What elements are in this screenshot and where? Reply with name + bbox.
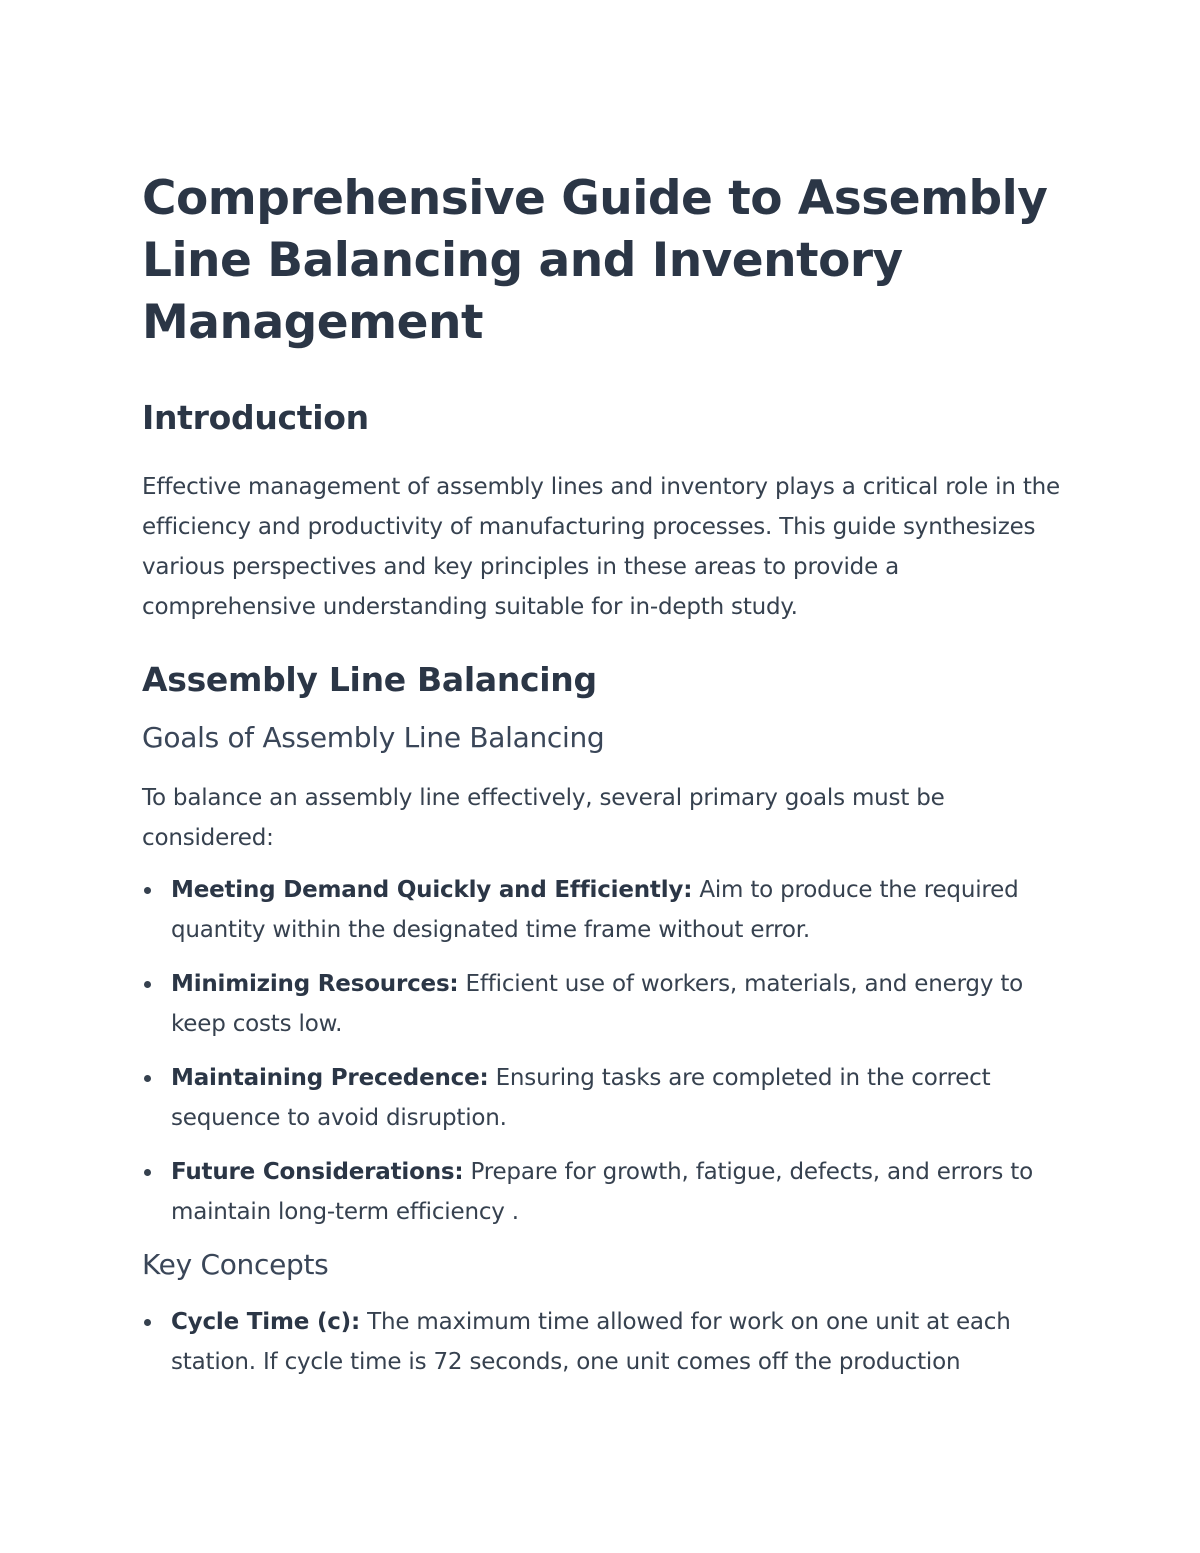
list-item-text: Ensuring tasks are completed in the correct sequence to avoid disruption.: [171, 1065, 991, 1131]
concepts-list: [142, 1302, 1062, 1382]
concepts-heading: Key Concepts: [142, 1248, 329, 1281]
bullet-icon: [144, 887, 151, 894]
list-item-term: Maintaining Precedence:: [171, 1065, 489, 1091]
list-item: [142, 1058, 1062, 1138]
list-item-term: Minimizing Resources:: [171, 971, 459, 997]
list-item: [142, 1152, 1062, 1232]
list-item-term: Cycle Time (c):: [171, 1309, 360, 1335]
list-item: [142, 964, 1062, 1044]
assembly-heading: Assembly Line Balancing: [142, 660, 597, 699]
introduction-heading: Introduction: [142, 398, 369, 437]
goals-intro-paragraph: To balance an assembly line effectively, several primary goals must be considered:: [142, 785, 945, 851]
list-item: [142, 1302, 1062, 1382]
bullet-icon: [144, 1169, 151, 1176]
goals-list: [142, 870, 1062, 1232]
list-item-term: Future Considerations:: [171, 1159, 464, 1185]
introduction-paragraph: Effective management of assembly lines and inventory plays a critical role in the efficiency and productivity of manufacturing processes. This guide synthesizes various perspectives and key principles in these areas to provide a comprehensive understanding suitable for in-depth study.: [142, 474, 1060, 620]
goals-heading: Goals of Assembly Line Balancing: [142, 721, 605, 754]
list-item-text: Prepare for growth, fatigue, defects, and errors to maintain long-term efficiency .: [171, 1159, 1033, 1225]
list-item-text: The maximum time allowed for work on one unit at each station. If cycle time is 72 seconds, one unit comes off the production: [171, 1309, 1011, 1375]
list-item: [142, 870, 1062, 950]
bullet-icon: [144, 1075, 151, 1082]
list-item-text: Efficient use of workers, materials, and energy to keep costs low.: [171, 971, 1024, 1037]
list-item-text: Aim to produce the required quantity within the designated time frame without error.: [171, 877, 1019, 943]
bullet-icon: [144, 981, 151, 988]
document-title: Comprehensive Guide to Assembly Line Balancing and Inventory Management: [142, 171, 1048, 350]
list-item-term: Meeting Demand Quickly and Efficiently:: [171, 877, 693, 903]
document-page: [142, 168, 1062, 1382]
bullet-icon: [144, 1319, 151, 1326]
